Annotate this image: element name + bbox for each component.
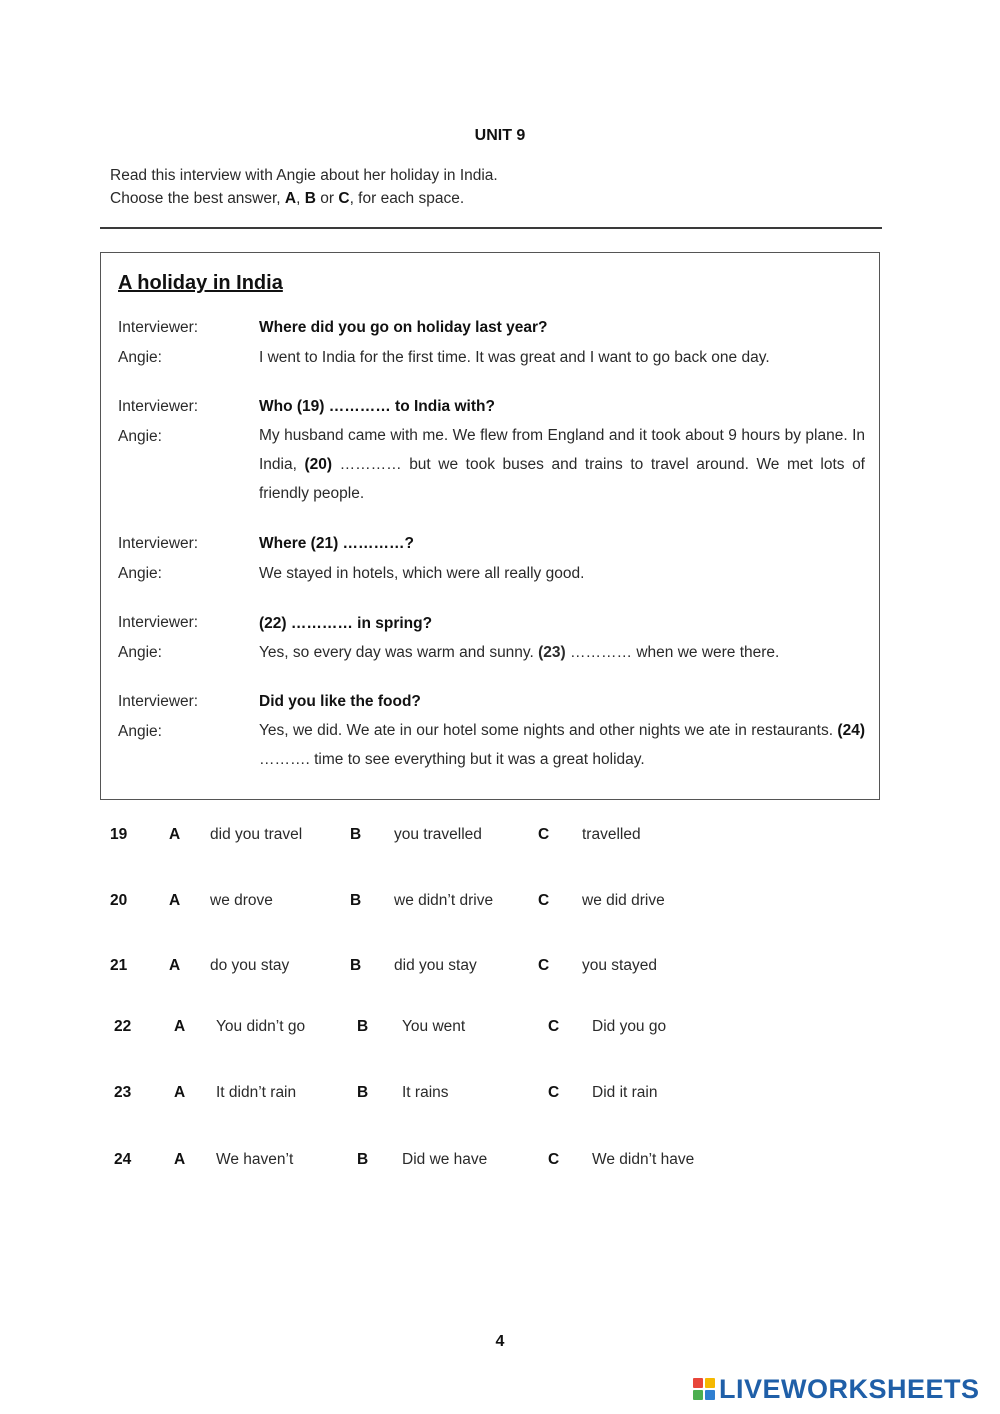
option-letter-c: C — [548, 1084, 560, 1101]
liveworksheets-logo-icon — [693, 1378, 715, 1400]
question-number: 19 — [110, 826, 128, 843]
interviewer-question-3: Where (21) …………? — [259, 535, 415, 552]
option-letter-b: B — [350, 957, 362, 974]
option-a[interactable]: You didn’t go — [216, 1018, 306, 1035]
speaker-angie: Angie: — [118, 565, 162, 582]
option-letter-c: C — [538, 826, 550, 843]
liveworksheets-brand[interactable] — [693, 1375, 980, 1403]
question-number: 20 — [110, 892, 128, 909]
instruction-line-1: Read this interview with Angie about her holiday in India. — [110, 167, 498, 184]
option-b[interactable]: did you stay — [394, 957, 477, 974]
option-a[interactable]: do you stay — [210, 957, 290, 974]
option-a[interactable]: we drove — [210, 892, 273, 909]
interviewer-question-1: Where did you go on holiday last year? — [259, 319, 548, 336]
option-c[interactable]: Did it rain — [592, 1084, 658, 1101]
option-b[interactable]: You went — [402, 1018, 466, 1035]
option-letter-a: A — [174, 1018, 186, 1035]
option-a[interactable]: We haven’t — [216, 1151, 294, 1168]
option-letter-a: A — [169, 957, 181, 974]
option-c[interactable]: you stayed — [582, 957, 657, 974]
speaker-interviewer: Interviewer: — [118, 535, 199, 552]
option-b[interactable]: It rains — [402, 1084, 449, 1101]
story-title: A holiday in India — [118, 272, 283, 294]
unit-title: UNIT 9 — [474, 127, 526, 144]
option-b[interactable]: Did we have — [402, 1151, 488, 1168]
option-letter-a: A — [174, 1084, 186, 1101]
option-letter-c: C — [548, 1018, 560, 1035]
question-number: 24 — [114, 1151, 132, 1168]
interviewer-question-2: Who (19) ………… to India with? — [259, 398, 495, 415]
option-letter-c: C — [538, 892, 550, 909]
option-letter-c: C — [538, 957, 550, 974]
option-b[interactable]: we didn’t drive — [394, 892, 494, 909]
option-letter-a: A — [169, 892, 181, 909]
option-c[interactable]: We didn’t have — [592, 1151, 695, 1168]
question-number: 23 — [114, 1084, 132, 1101]
speaker-angie: Angie: — [118, 349, 162, 366]
angie-answer-5: Yes, we did. We ate in our hotel some nights and other nights we ate in restaurants. (24) ………. time to see everything but it was a great holiday. — [259, 722, 865, 768]
option-c[interactable]: travelled — [582, 826, 641, 843]
speaker-interviewer: Interviewer: — [118, 614, 199, 631]
speaker-angie: Angie: — [118, 428, 162, 445]
speaker-interviewer: Interviewer: — [118, 398, 199, 415]
option-letter-b: B — [357, 1151, 369, 1168]
speaker-interviewer: Interviewer: — [118, 693, 199, 710]
option-letter-a: A — [174, 1151, 186, 1168]
angie-answer-2: My husband came with me. We flew from England and it took about 9 hours by plane. In India, (20) ………… but we took buses and trains to travel around. We met lots of friendly people. — [259, 427, 865, 502]
angie-answer-1: I went to India for the first time. It was great and I want to go back one day. — [259, 349, 770, 366]
option-letter-b: B — [350, 892, 362, 909]
angie-answer-4: Yes, so every day was warm and sunny. (23) ………… when we were there. — [259, 644, 780, 661]
option-letter-a: A — [169, 826, 181, 843]
divider-rule — [100, 227, 882, 229]
option-letter-b: B — [350, 826, 362, 843]
instructions — [110, 164, 498, 210]
page-number: 4 — [495, 1333, 505, 1350]
question-number: 22 — [114, 1018, 132, 1035]
interviewer-question-5: Did you like the food? — [259, 693, 421, 710]
brand-name: LIVEWORKSHEETS — [719, 1374, 980, 1404]
option-c[interactable]: Did you go — [592, 1018, 667, 1035]
interviewer-question-4: (22) ………… in spring? — [259, 615, 433, 632]
question-number: 21 — [110, 957, 128, 974]
speaker-angie: Angie: — [118, 723, 162, 740]
option-a[interactable]: It didn’t rain — [216, 1084, 297, 1101]
option-letter-c: C — [548, 1151, 560, 1168]
angie-answer-3: We stayed in hotels, which were all really good. — [259, 565, 585, 582]
option-b[interactable]: you travelled — [394, 826, 482, 843]
option-letter-b: B — [357, 1084, 369, 1101]
instruction-line-2: Choose the best answer, A, B or C, for each space. — [110, 190, 465, 207]
option-letter-b: B — [357, 1018, 369, 1035]
option-a[interactable]: did you travel — [210, 826, 303, 843]
speaker-interviewer: Interviewer: — [118, 319, 199, 336]
speaker-angie: Angie: — [118, 644, 162, 661]
option-c[interactable]: we did drive — [582, 892, 665, 909]
